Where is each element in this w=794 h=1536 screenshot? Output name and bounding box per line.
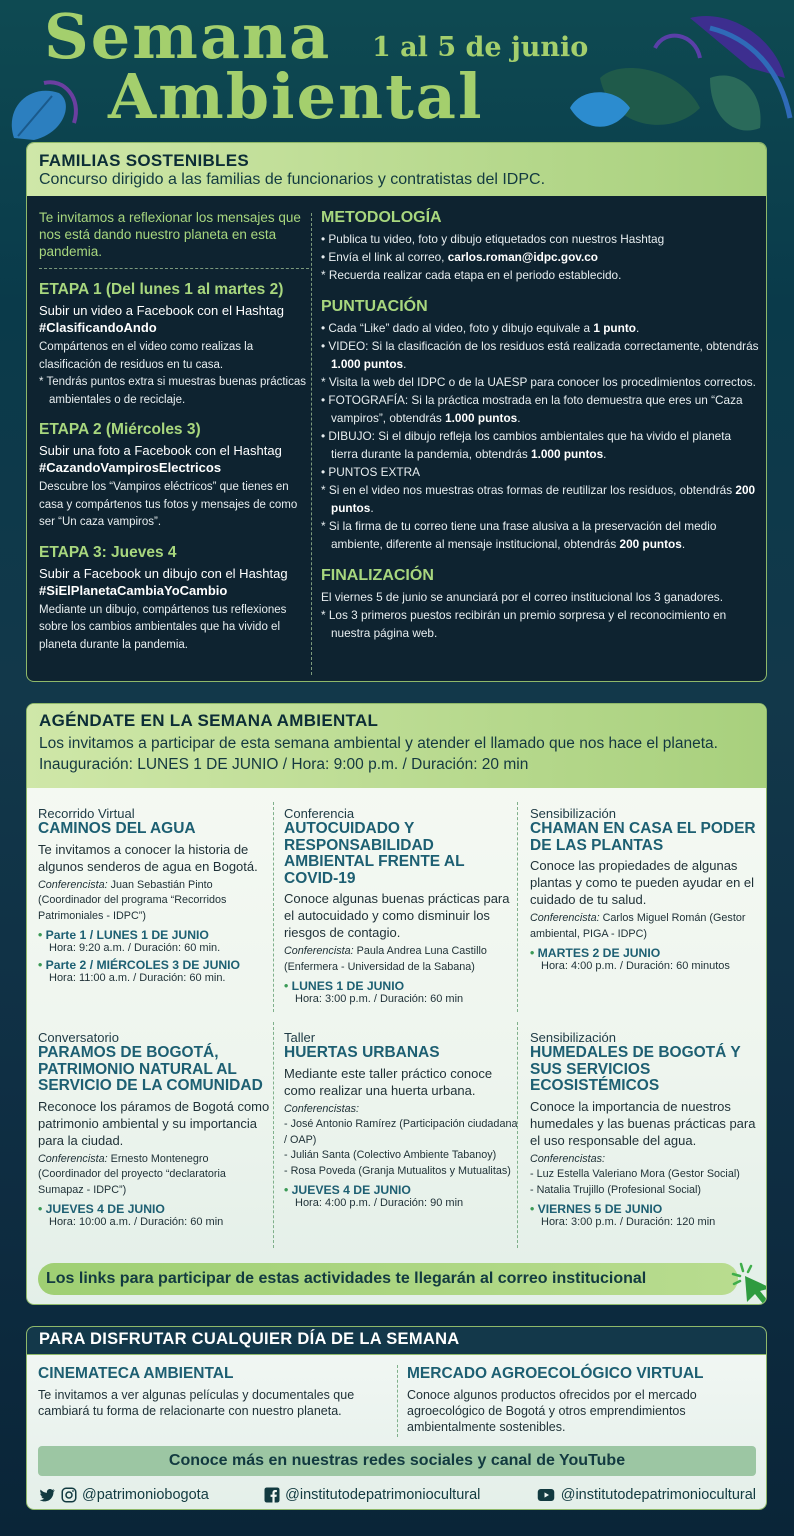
- youtube-icon: [535, 1486, 557, 1504]
- facebook-icon: [263, 1486, 281, 1504]
- etapa-3-desc: Mediante un dibujo, compártenos tus reflexiones sobre los cambios ambientales que ha vivido el planeta durante la pandemia.: [39, 603, 287, 651]
- activity-title: AUTOCUIDADO Y RESPONSABILIDAD AMBIENTAL FRENTE AL COVID-19: [284, 820, 465, 887]
- activity-kind: Taller: [284, 1030, 316, 1045]
- activity-session: • VIERNES 5 DE JUNIO Hora: 3:00 p.m. / Duración: 120 min: [530, 1202, 766, 1228]
- familias-sostenibles-panel: [26, 142, 767, 682]
- social-link-youtube[interactable]: [535, 1486, 756, 1504]
- list-item: * Si en el video nos muestras otras formas de reutilizar los residuos, obtendrás 200 puntos.: [321, 483, 756, 515]
- section-divider: [397, 1365, 398, 1437]
- agenda-inauguracion: Inauguración: LUNES 1 DE JUNIO / Hora: 9:00 p.m. / Duración: 20 min: [39, 756, 529, 773]
- puntuacion-list: [321, 319, 761, 553]
- etapa-2-desc: Descubre los “Vampiros eléctricos” que tienes en casa y compártenos tus fotos y mensajes de como ser “Un caza vampiros”.: [39, 481, 298, 528]
- column-divider: [311, 213, 312, 675]
- familias-header: [27, 143, 766, 196]
- list-item: • Cada “Like” dado al video, foto y dibujo equivale a 1 punto.: [321, 321, 640, 335]
- contact-email[interactable]: carlos.roman@idpc.gov.co: [447, 250, 599, 264]
- activity-speaker: Conferencista: Juan Sebastián Pinto (Coordinador del programa “Recorridos Patrimoniales - IDPC”): [38, 878, 227, 922]
- activity-speakers: Conferencistas: - José Antonio Ramírez (Participación ciudadana / OAP) - Julián Santa (Colectivo Ambiente Tabanoy) - Rosa Poveda (Granja Mutualitos y Mutualitas): [284, 1102, 518, 1177]
- activity-card: [530, 806, 766, 976]
- etapas-column: [39, 209, 309, 654]
- cursor-click-icon: [731, 1262, 767, 1305]
- activity-title: PARAMOS DE BOGOTÁ, PATRIMONIO NATURAL AL SERVICIO DE LA COMUNIDAD: [38, 1044, 263, 1094]
- list-item: * Visita la web del IDPC o de la UAESP para conocer los procedimientos correctos.: [321, 375, 756, 389]
- etapa-2-hashtag: #CazandoVampirosElectricos: [39, 460, 222, 475]
- activity-title: CAMINOS DEL AGUA: [38, 820, 196, 837]
- activity-speaker: Conferencista: Paula Andrea Luna Castillo (Enfermera - Universidad de la Sabana): [284, 945, 487, 973]
- mercado-desc: Conoce algunos productos ofrecidos por el mercado agroecológico de Bogotá y otros emprendimientos ambientalmente sostenibles.: [407, 1388, 697, 1434]
- list-item: • Publica tu video, foto y dibujo etiquetados con nuestros Hashtag: [321, 232, 665, 246]
- title-line-2: Ambiental: [108, 60, 484, 133]
- activity-card: [530, 1030, 766, 1232]
- agenda-title: AGÉNDATE EN LA SEMANA AMBIENTAL: [39, 711, 379, 730]
- etapa-3-hashtag: #SiElPlanetaCambiaYoCambio: [39, 582, 228, 598]
- social-links: [38, 1483, 756, 1507]
- disfrutar-header: [27, 1327, 766, 1355]
- familias-title: FAMILIAS SOSTENIBLES: [39, 151, 250, 170]
- etapa-1-task: Subir un video a Facebook con el Hashtag #ClasificandoAndo: [39, 303, 284, 335]
- social-handle: @institutodepatrimoniocultural: [560, 1487, 756, 1503]
- etapa-2-title: ETAPA 2 (Miércoles 3): [39, 421, 201, 438]
- puntuacion-title: PUNTUACIÓN: [321, 298, 428, 315]
- activity-card: [38, 1030, 274, 1232]
- list-item: • PUNTOS EXTRA: [321, 465, 420, 479]
- leaf-right-icon: [560, 8, 794, 144]
- activity-session: • LUNES 1 DE JUNIO Hora: 3:00 p.m. / Duración: 60 min: [284, 979, 520, 1005]
- activity-session: • MARTES 2 DE JUNIO Hora: 4:00 p.m. / Duración: 60 minutos: [530, 946, 766, 972]
- activity-title: CHAMAN EN CASA EL PODER DE LAS PLANTAS: [530, 820, 756, 854]
- disfrutar-title: PARA DISFRUTAR CUALQUIER DÍA DE LA SEMANA: [39, 1330, 460, 1348]
- activity-desc: Te invitamos a conocer la historia de algunos senderos de agua en Bogotá.: [38, 841, 258, 874]
- activity-speaker: Conferencista: Carlos Miguel Román (Gestor ambiental, PIGA - IDPC): [530, 912, 746, 940]
- list-item: * Si la firma de tu correo tiene una frase alusiva a la preservación del medio ambiente, diferente al mensaje institucional, obtendrás 200 puntos.: [321, 519, 717, 551]
- activity-title: HUERTAS URBANAS: [284, 1044, 440, 1061]
- metodologia-list: [321, 230, 761, 284]
- agenda-header: [27, 704, 766, 788]
- activity-speaker: Conferencista: Ernesto Montenegro (Coordinador del proyecto “declaratoria Sumapaz - IDPC”): [38, 1152, 226, 1196]
- list-item: El viernes 5 de junio se anunciará por el correo institucional los 3 ganadores.: [321, 590, 723, 604]
- cinemateca-title: CINEMATECA AMBIENTAL: [38, 1365, 234, 1382]
- etapa-3-task: Subir a Facebook un dibujo con el Hashtag #SiElPlanetaCambiaYoCambio: [39, 565, 288, 598]
- activity-kind: Conversatorio: [38, 1030, 119, 1045]
- leaf-left-icon: [4, 78, 84, 150]
- etapa-2-task: Subir una foto a Facebook con el Hashtag #CazandoVampirosElectricos: [39, 443, 282, 475]
- activity-card: [38, 806, 274, 988]
- social-heading: Conoce más en nuestras redes sociales y canal de YouTube: [38, 1446, 756, 1476]
- activity-desc: Reconoce los páramos de Bogotá como patrimonio ambiental y su importancia para la ciudad.: [38, 1098, 270, 1148]
- links-note-bar: [38, 1263, 738, 1295]
- header: [0, 0, 794, 142]
- list-item: • Envía el link al correo, carlos.roman@idpc.gov.co: [321, 250, 599, 264]
- activity-desc: Conoce las propiedades de algunas plantas y como te pueden ayudar en el cuidado de tu salud.: [530, 858, 755, 907]
- list-item: • FOTOGRAFÍA: Si la práctica mostrada en la foto demuestra que eres un “Caza vampiros”, obtendrás 1.000 puntos.: [321, 393, 743, 425]
- activity-kind: Conferencia: [284, 806, 355, 821]
- disfrutar-panel: [26, 1326, 767, 1510]
- title-line-1: Semana: [44, 0, 332, 73]
- activity-desc: Conoce la importancia de nuestros humedales y las buenas prácticas para el uso responsable del agua.: [530, 1098, 756, 1148]
- mercado-title: MERCADO AGROECOLÓGICO VIRTUAL: [407, 1365, 704, 1382]
- activity-kind: Sensibilización: [530, 1030, 616, 1045]
- social-link-patrimoniobogota[interactable]: [38, 1486, 209, 1504]
- agenda-panel: [26, 703, 767, 1305]
- etapa-1-title: ETAPA 1 (Del lunes 1 al martes 2): [39, 281, 284, 298]
- event-dates: 1 al 5 de junio: [372, 32, 589, 63]
- social-link-facebook[interactable]: [263, 1486, 480, 1504]
- activity-session: • Parte 1 / LUNES 1 DE JUNIO Hora: 9:20 a.m. / Duración: 60 min.: [38, 928, 274, 954]
- activity-title: HUMEDALES DE BOGOTÁ Y SUS SERVICIOS ECOSISTÉMICOS: [530, 1044, 741, 1094]
- agenda-subtitle: Los invitamos a participar de esta semana ambiental y atender el llamado que nos hace el planeta.: [39, 735, 718, 752]
- etapa-3-title: ETAPA 3: Jueves 4: [39, 543, 177, 561]
- etapa-1-note: * Tendrás puntos extra si muestras buenas prácticas ambientales o de reciclaje.: [39, 376, 306, 406]
- instagram-icon: [60, 1486, 78, 1504]
- list-item: • DIBUJO: Si el dibujo refleja los cambios ambientales que ha vivido el planeta tierra durante la pandemia, obtendrás 1.000 puntos.: [321, 429, 732, 461]
- metodologia-title: METODOLOGÍA: [321, 209, 442, 226]
- cinemateca-desc: Te invitamos a ver algunas películas y documentales que cambiará tu forma de relacionarte con nuestro planeta.: [38, 1388, 355, 1418]
- links-note: Los links para participar de estas actividades te llegarán al correo institucional: [46, 1270, 647, 1287]
- etapa-1-hashtag: #ClasificandoAndo: [39, 320, 157, 335]
- finalizacion-list: [321, 588, 761, 642]
- list-item: * Los 3 primeros puestos recibirán un premio sorpresa y el reconocimiento en nuestra página web.: [321, 608, 727, 640]
- mercado-block: [407, 1365, 757, 1435]
- activity-speakers: Conferencistas: - Luz Estella Valeriano Mora (Gestor Social) - Natalia Trujillo (Profesional Social): [530, 1152, 740, 1196]
- activity-session: • Parte 2 / MIÉRCOLES 3 DE JUNIO Hora: 11:00 a.m. / Duración: 60 min.: [38, 958, 274, 984]
- finalizacion-title: FINALIZACIÓN: [321, 567, 434, 584]
- etapa-1-desc: Compártenos en el video como realizas la clasificación de residuos en tu casa.: [39, 341, 254, 371]
- familias-subtitle: Concurso dirigido a las familias de funcionarios y contratistas del IDPC.: [39, 171, 546, 188]
- activity-card: [284, 806, 520, 1009]
- activity-desc: Conoce algunas buenas prácticas para el autocuidado y como disminuir los riesgos de contagio.: [284, 891, 510, 940]
- activity-kind: Sensibilización: [530, 806, 616, 821]
- familias-intro: Te invitamos a reflexionar los mensajes que nos está dando nuestro planeta en esta pandemia.: [39, 209, 309, 269]
- list-item: * Recuerda realizar cada etapa en el periodo establecido.: [321, 268, 622, 282]
- cinemateca-block: [38, 1365, 388, 1419]
- activity-kind: Recorrido Virtual: [38, 806, 135, 821]
- list-item: • VIDEO: Si la clasificación de los residuos está realizada correctamente, obtendrás 1.000 puntos.: [321, 339, 759, 371]
- activity-card: [284, 1030, 520, 1213]
- activity-desc: Mediante este taller práctico conoce como realizar una huerta urbana.: [284, 1065, 493, 1098]
- rules-column: [321, 209, 761, 656]
- twitter-icon: [38, 1486, 56, 1504]
- activity-session: • JUEVES 4 DE JUNIO Hora: 10:00 a.m. / Duración: 60 min: [38, 1202, 274, 1228]
- social-handle: @institutodepatrimoniocultural: [285, 1487, 481, 1503]
- activity-session: • JUEVES 4 DE JUNIO Hora: 4:00 p.m. / Duración: 90 min: [284, 1183, 520, 1209]
- social-handle: @patrimoniobogota: [82, 1487, 209, 1503]
